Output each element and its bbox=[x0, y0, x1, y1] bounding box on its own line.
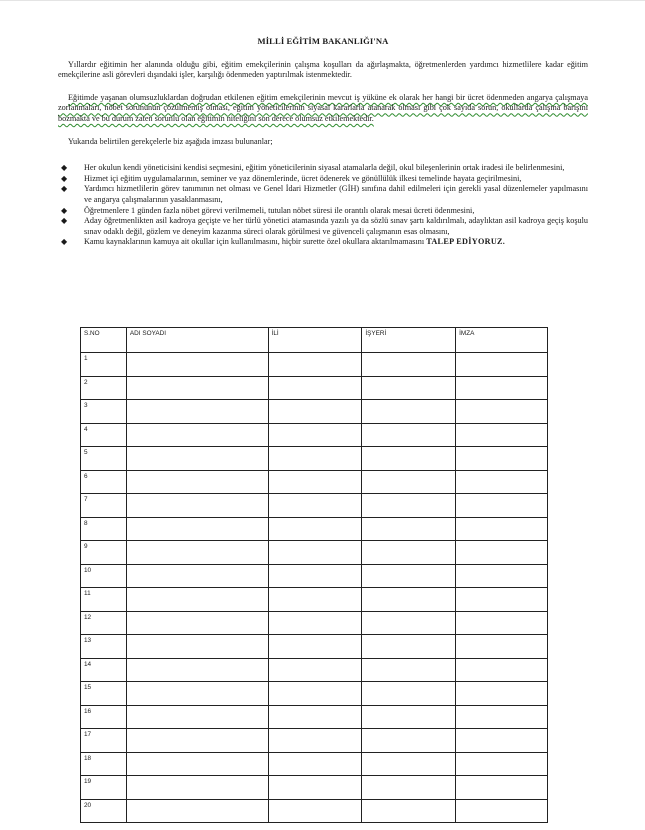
signature-cell[interactable] bbox=[456, 517, 548, 541]
table-row bbox=[81, 353, 548, 377]
table-row bbox=[81, 658, 548, 682]
signature-cell[interactable] bbox=[456, 400, 548, 424]
workplace-cell[interactable] bbox=[362, 353, 456, 377]
name-cell[interactable] bbox=[126, 564, 268, 588]
name-cell[interactable] bbox=[126, 635, 268, 659]
province-cell[interactable] bbox=[268, 423, 362, 447]
row-number: 9 bbox=[81, 541, 127, 565]
signature-cell[interactable] bbox=[456, 776, 548, 800]
row-number: 14 bbox=[81, 658, 127, 682]
name-cell[interactable] bbox=[126, 799, 268, 823]
list-item: ◆ Her okulun kendi yöneticisini kendisi seçmesini, eğitim yöneticilerinin siyasal atamalarla değil, okul bileşenlerinin ortak iradesi ile belirlenmesini, bbox=[61, 163, 565, 173]
row-number: 2 bbox=[81, 376, 127, 400]
diamond-bullet-icon: ◆ bbox=[61, 173, 68, 183]
header-signature: İMZA bbox=[456, 328, 548, 353]
table-row bbox=[81, 376, 548, 400]
table-header-row bbox=[81, 328, 548, 353]
row-number: 5 bbox=[81, 447, 127, 471]
list-item: ◆ Kamu kaynaklarının kamuya ait okullar için kullanılmasını, hiçbir surette özel okullara aktarılmamasını TALEP EDİYORUZ. bbox=[61, 237, 506, 247]
row-number: 13 bbox=[81, 635, 127, 659]
name-cell[interactable] bbox=[126, 447, 268, 471]
name-cell[interactable] bbox=[126, 776, 268, 800]
workplace-cell[interactable] bbox=[362, 494, 456, 518]
row-number: 11 bbox=[81, 588, 127, 612]
province-cell[interactable] bbox=[268, 494, 362, 518]
diamond-bullet-icon: ◆ bbox=[61, 237, 68, 247]
name-cell[interactable] bbox=[126, 752, 268, 776]
signature-cell[interactable] bbox=[456, 541, 548, 565]
demands-list bbox=[58, 163, 588, 248]
list-item: ◆ Hizmet içi eğitim uygulamalarının, seminer ve yaz dönemlerinde, ücret ödenerek ve gönüllülük ilkesi temelinde hayata geçirilmesini, bbox=[61, 173, 522, 183]
row-number: 16 bbox=[81, 705, 127, 729]
table-row bbox=[81, 588, 548, 612]
signature-cell[interactable] bbox=[456, 423, 548, 447]
closing-demand: TALEP EDİYORUZ. bbox=[426, 237, 506, 247]
workplace-cell[interactable] bbox=[362, 611, 456, 635]
table-row bbox=[81, 729, 548, 753]
province-cell[interactable] bbox=[268, 799, 362, 823]
row-number: 19 bbox=[81, 776, 127, 800]
row-number: 1 bbox=[81, 353, 127, 377]
signature-cell[interactable] bbox=[456, 564, 548, 588]
row-number: 12 bbox=[81, 611, 127, 635]
signature-cell[interactable] bbox=[456, 376, 548, 400]
table-row bbox=[81, 752, 548, 776]
province-cell[interactable] bbox=[268, 682, 362, 706]
name-cell[interactable] bbox=[126, 517, 268, 541]
name-cell[interactable] bbox=[126, 541, 268, 565]
workplace-cell[interactable] bbox=[362, 682, 456, 706]
province-cell[interactable] bbox=[268, 376, 362, 400]
paragraph-2: Eğitimde yaşanan olumsuzluklardan doğrudan etkilenen eğitim emekçilerinin mevcut iş yüküne ek olarak her hangi bir ücret ödenmeden angarya çalışmaya zorlanmaları, nöbet sorununun çözülmemiş olması, eğitim yöneticilerinin siyasal kararlarla atanarak olması gibi çok sayıda sorun, okullarda çalışma barışını bozmakta ve bu durum zaten sorunlu olan eğitimin niteliğini son derece olumsuz etkilemektedir. bbox=[58, 92, 588, 123]
workplace-cell[interactable] bbox=[362, 799, 456, 823]
name-cell[interactable] bbox=[126, 400, 268, 424]
row-number: 15 bbox=[81, 682, 127, 706]
header-province: İLİ bbox=[268, 328, 362, 353]
page-top-border bbox=[0, 0, 645, 1]
province-cell[interactable] bbox=[268, 541, 362, 565]
row-number: 18 bbox=[81, 752, 127, 776]
row-number: 10 bbox=[81, 564, 127, 588]
workplace-cell[interactable] bbox=[362, 635, 456, 659]
workplace-cell[interactable] bbox=[362, 541, 456, 565]
header-sno: S.NO bbox=[81, 328, 127, 353]
table-row bbox=[81, 517, 548, 541]
workplace-cell[interactable] bbox=[362, 400, 456, 424]
table-row bbox=[81, 682, 548, 706]
signature-cell[interactable] bbox=[456, 729, 548, 753]
row-number: 4 bbox=[81, 423, 127, 447]
name-cell[interactable] bbox=[126, 423, 268, 447]
workplace-cell[interactable] bbox=[362, 564, 456, 588]
workplace-cell[interactable] bbox=[362, 752, 456, 776]
signature-cell[interactable] bbox=[456, 588, 548, 612]
header-name: ADI SOYADI bbox=[126, 328, 268, 353]
row-number: 6 bbox=[81, 470, 127, 494]
row-number: 3 bbox=[81, 400, 127, 424]
table-row bbox=[81, 564, 548, 588]
signature-cell[interactable] bbox=[456, 447, 548, 471]
workplace-cell[interactable] bbox=[362, 376, 456, 400]
workplace-cell[interactable] bbox=[362, 658, 456, 682]
name-cell[interactable] bbox=[126, 353, 268, 377]
workplace-cell[interactable] bbox=[362, 776, 456, 800]
workplace-cell[interactable] bbox=[362, 447, 456, 471]
province-cell[interactable] bbox=[268, 658, 362, 682]
table-row bbox=[81, 611, 548, 635]
intro-line: Yukarıda belirtilen gerekçelerle biz aşağıda imzası bulunanlar; bbox=[68, 136, 273, 146]
row-number: 8 bbox=[81, 517, 127, 541]
table-row bbox=[81, 635, 548, 659]
header-workplace: İŞYERİ bbox=[362, 328, 456, 353]
province-cell[interactable] bbox=[268, 400, 362, 424]
province-cell[interactable] bbox=[268, 752, 362, 776]
signature-cell[interactable] bbox=[456, 705, 548, 729]
signature-cell[interactable] bbox=[456, 752, 548, 776]
workplace-cell[interactable] bbox=[362, 517, 456, 541]
name-cell[interactable] bbox=[126, 658, 268, 682]
province-cell[interactable] bbox=[268, 588, 362, 612]
province-cell[interactable] bbox=[268, 635, 362, 659]
name-cell[interactable] bbox=[126, 470, 268, 494]
province-cell[interactable] bbox=[268, 611, 362, 635]
diamond-bullet-icon: ◆ bbox=[61, 163, 68, 173]
table-row bbox=[81, 494, 548, 518]
table-row bbox=[81, 400, 548, 424]
table-row bbox=[81, 705, 548, 729]
table-row bbox=[81, 799, 548, 823]
table-row bbox=[81, 447, 548, 471]
signature-cell[interactable] bbox=[456, 658, 548, 682]
name-cell[interactable] bbox=[126, 705, 268, 729]
province-cell[interactable] bbox=[268, 776, 362, 800]
signature-table bbox=[80, 327, 548, 823]
row-number: 17 bbox=[81, 729, 127, 753]
table-row bbox=[81, 423, 548, 447]
province-cell[interactable] bbox=[268, 353, 362, 377]
name-cell[interactable] bbox=[126, 682, 268, 706]
workplace-cell[interactable] bbox=[362, 470, 456, 494]
workplace-cell[interactable] bbox=[362, 705, 456, 729]
row-number: 20 bbox=[81, 799, 127, 823]
province-cell[interactable] bbox=[268, 470, 362, 494]
province-cell[interactable] bbox=[268, 564, 362, 588]
signature-cell[interactable] bbox=[456, 353, 548, 377]
province-cell[interactable] bbox=[268, 729, 362, 753]
name-cell[interactable] bbox=[126, 588, 268, 612]
signature-cell[interactable] bbox=[456, 611, 548, 635]
signature-cell[interactable] bbox=[456, 494, 548, 518]
name-cell[interactable] bbox=[126, 729, 268, 753]
workplace-cell[interactable] bbox=[362, 729, 456, 753]
paragraph-1: Yıllardır eğitimin her alanında olduğu gibi, eğitim emekçilerinin çalışma koşulları da ağırlaşmakta, öğretmenlerden yardımcı hizmetlilere kadar eğitim emekçilerine asli görevleri dışındaki işler, karşılığı ödenmeden yaptırılmak istenmektedir. bbox=[58, 59, 588, 80]
name-cell[interactable] bbox=[126, 611, 268, 635]
province-cell[interactable] bbox=[268, 517, 362, 541]
diamond-bullet-icon: ◆ bbox=[61, 184, 68, 194]
signature-cell[interactable] bbox=[456, 682, 548, 706]
diamond-bullet-icon: ◆ bbox=[61, 205, 68, 215]
workplace-cell[interactable] bbox=[362, 423, 456, 447]
table-row bbox=[81, 541, 548, 565]
province-cell[interactable] bbox=[268, 705, 362, 729]
table-row bbox=[81, 776, 548, 800]
table-row bbox=[81, 470, 548, 494]
signature-cell[interactable] bbox=[456, 470, 548, 494]
row-number: 7 bbox=[81, 494, 127, 518]
name-cell[interactable] bbox=[126, 376, 268, 400]
list-item: ◆ Aday öğretmenlikten asil kadroya geçişte ve her türlü yönetici atamasında yazılı ya da sözlü sınav şartı kaldırılmalı, adaylıktan asil kadroya geçiş koşulu sınav odaklı değil, gözlem ve deneyim kazanma süreci olarak görülmesi ve güvenceli çalışmanın esas olmasını, bbox=[61, 216, 588, 236]
petition-document bbox=[58, 36, 588, 248]
name-cell[interactable] bbox=[126, 494, 268, 518]
list-item: ◆ Yardımcı hizmetlilerin görev tanımının net olması ve Genel İdari Hizmetler (GİH) sınıfına dahil edilmeleri için gerekli yasal düzenlemeler yapılmasını ve angarya çalışmalarının yasaklanmasını, bbox=[61, 184, 588, 204]
signature-cell[interactable] bbox=[456, 799, 548, 823]
document-title: MİLLİ EĞİTİM BAKANLIĞI'NA bbox=[257, 36, 389, 46]
province-cell[interactable] bbox=[268, 447, 362, 471]
workplace-cell[interactable] bbox=[362, 588, 456, 612]
diamond-bullet-icon: ◆ bbox=[61, 216, 68, 226]
list-item: ◆ Öğretmenlere 1 günden fazla nöbet görevi verilmemeli, tutulan nöbet süresi ile orantılı olarak mesai ücreti ödenmesini, bbox=[61, 205, 475, 215]
signature-cell[interactable] bbox=[456, 635, 548, 659]
